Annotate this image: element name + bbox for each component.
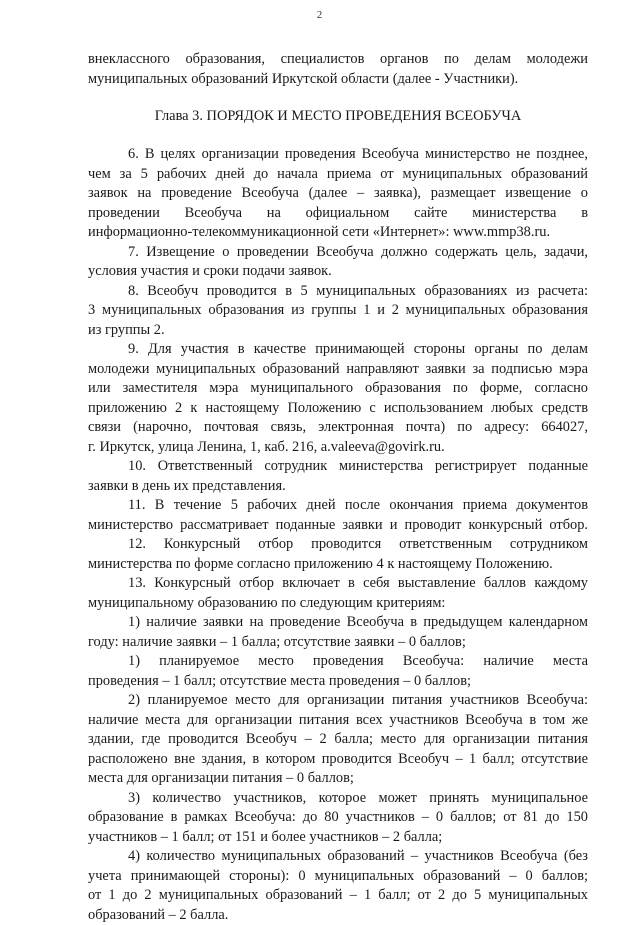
text-line: образований – 2 балла. [88, 906, 588, 925]
intro-paragraph [88, 50, 588, 89]
text-line: проведении Всеобуча на официальном сайте министерства в [88, 204, 588, 224]
text-line: или заместителя мэра муниципального образования по форме, согласно [88, 379, 588, 399]
text-line: места для организации питания – 0 баллов; [88, 769, 588, 789]
text-line: 6. В целях организации проведения Всеобуча министерство не позднее, [88, 145, 588, 165]
text-line: 3 муниципальных образования из группы 1 и 2 муниципальных образования [88, 301, 588, 321]
text-line: проведения – 1 балл; отсутствие места проведения – 0 баллов; [88, 672, 588, 692]
text-line: министерства по форме согласно приложению 4 к настоящему Положению. [88, 555, 588, 575]
text-line: 1) планируемое место проведения Всеобуча: наличие места [88, 652, 588, 672]
text-line: 10. Ответственный сотрудник министерства регистрирует поданные [88, 457, 588, 477]
text-line: чем за 5 рабочих дней до начала приема от муниципальных образований [88, 165, 588, 185]
text-line: 7. Извещение о проведении Всеобуча должно содержать цель, задачи, [88, 243, 588, 263]
chapter-heading: Глава 3. ПОРЯДОК И МЕСТО ПРОВЕДЕНИЯ ВСЕОБУЧА [88, 108, 588, 125]
chapter-body [88, 145, 588, 925]
text-line: здании, где проводится Всеобуч – 2 балла; место для организации питания [88, 730, 588, 750]
text-line: заявок на проведение Всеобуча (далее – заявка), размещает извещение о [88, 184, 588, 204]
text-line: г. Иркутск, улица Ленина, 1, каб. 216, a.valeeva@govirk.ru. [88, 438, 588, 458]
text-line: 3) количество участников, которое может принять муниципальное [88, 789, 588, 809]
text-line: 8. Всеобуч проводится в 5 муниципальных образованиях из расчета: [88, 282, 588, 302]
page-number: 2 [0, 9, 639, 21]
text-line: образование в рамках Всеобуча: до 80 участников – 0 баллов; от 81 до 150 [88, 808, 588, 828]
text-line: из группы 2. [88, 321, 588, 341]
text-line: году: наличие заявки – 1 балла; отсутствие заявки – 0 баллов; [88, 633, 588, 653]
text-line: муниципальному образованию по следующим критериям: [88, 594, 588, 614]
text-line: заявки в день их представления. [88, 477, 588, 497]
text-line: информационно-телекоммуникационной сети «Интернет»: www.mmp38.ru. [88, 223, 588, 243]
text-line: министерство рассматривает поданные заявки и проводит конкурсный отбор. [88, 516, 588, 536]
text-line: 11. В течение 5 рабочих дней после окончания приема документов [88, 496, 588, 516]
text-line: участников – 1 балл; от 151 и более участников – 2 балла; [88, 828, 588, 848]
text-line: 4) количество муниципальных образований – участников Всеобуча (без [88, 847, 588, 867]
text-line: приложению 2 к настоящему Положению с использованием любых средств [88, 399, 588, 419]
text-line: наличие места для организации питания всех участников Всеобуча в том же [88, 711, 588, 731]
text-line: связи (нарочно, почтовая связь, электронная почта) по адресу: 664027, [88, 418, 588, 438]
text-line: 13. Конкурсный отбор включает в себя выставление баллов каждому [88, 574, 588, 594]
text-line: муниципальных образований Иркутской области (далее - Участники). [88, 70, 588, 90]
text-line: 12. Конкурсный отбор проводится ответственным сотрудником [88, 535, 588, 555]
text-line: учета принимающей стороны): 0 муниципальных образований – 0 баллов; [88, 867, 588, 887]
text-line: от 1 до 2 муниципальных образований – 1 балл; от 2 до 5 муниципальных [88, 886, 588, 906]
text-line: 9. Для участия в качестве принимающей стороны органы по делам [88, 340, 588, 360]
text-line: внеклассного образования, специалистов органов по делам молодежи [88, 50, 588, 70]
text-line: 1) наличие заявки на проведение Всеобуча в предыдущем календарном [88, 613, 588, 633]
text-line: молодежи муниципальных образований направляют заявки за подписью мэра [88, 360, 588, 380]
text-line: 2) планируемое место для организации питания участников Всеобуча: [88, 691, 588, 711]
text-line: условия участия и сроки подачи заявок. [88, 262, 588, 282]
text-line: расположено вне здания, в котором проводится Всеобуч – 1 балл; отсутствие [88, 750, 588, 770]
